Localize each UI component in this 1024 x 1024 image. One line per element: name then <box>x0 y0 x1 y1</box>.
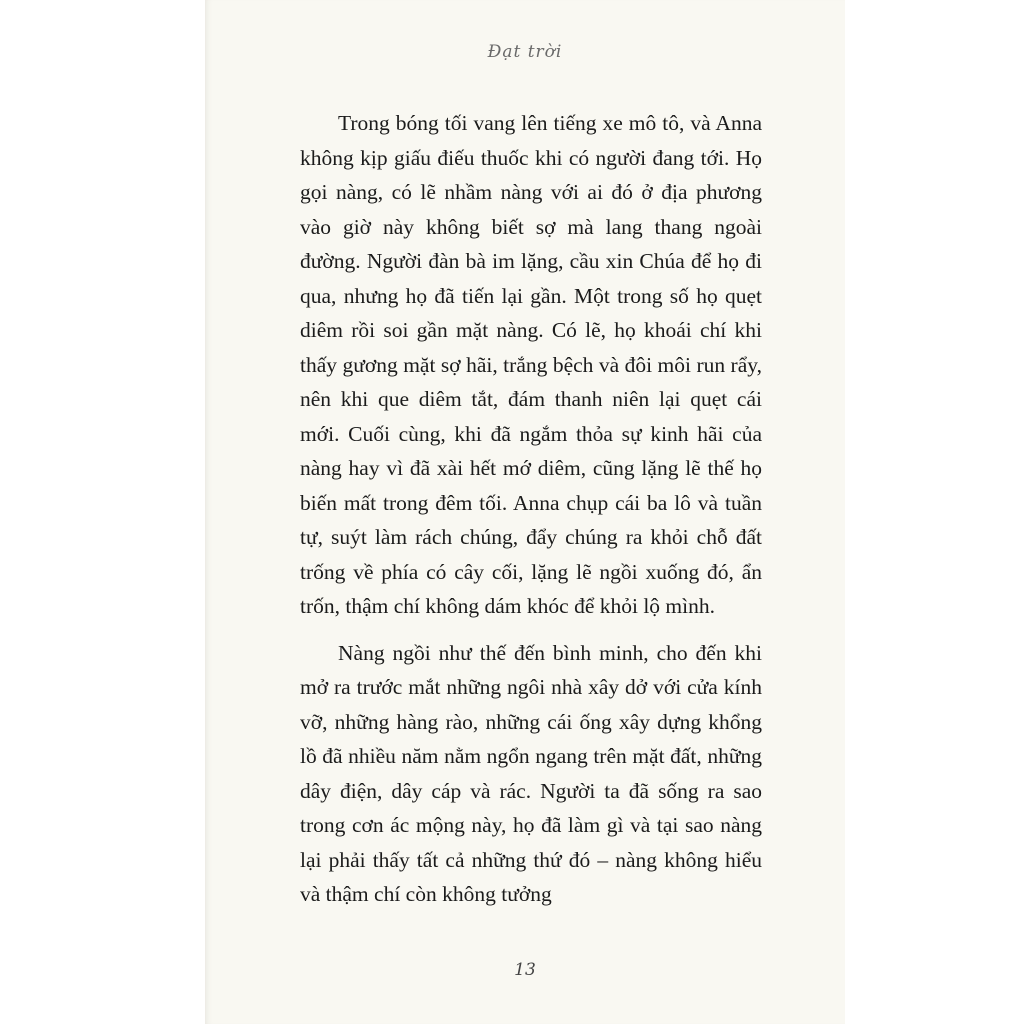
body-text <box>300 106 762 912</box>
scan-left-margin <box>0 0 205 1024</box>
scan-right-margin <box>845 0 1024 1024</box>
page-number: 13 <box>514 960 536 980</box>
book-page <box>205 0 845 1024</box>
paragraph-1: Trong bóng tối vang lên tiếng xe mô tô, và Anna không kịp giấu điếu thuốc khi có người đang tới. Họ gọi nàng, có lẽ nhầm nàng với ai đó ở địa phương vào giờ này không biết sợ mà lang thang ngoài đường. Người đàn bà im lặng, cầu xin Chúa để họ đi qua, nhưng họ đã tiến lại gần. Một trong số họ quẹt diêm rồi soi gần mặt nàng. Có lẽ, họ khoái chí khi thấy gương mặt sợ hãi, trắng bệch và đôi môi run rẩy, nên khi que diêm tắt, đám thanh niên lại quẹt cái mới. Cuối cùng, khi đã ngắm thỏa sự kinh hãi của nàng hay vì đã xài hết mớ diêm, cũng lặng lẽ thế họ biến mất trong đêm tối. Anna chụp cái ba lô và tuần tự, suýt làm rách chúng, đẩy chúng ra khỏi chỗ đất trống về phía có cây cối, lặng lẽ ngồi xuống đó, ẩn trốn, thậm chí không dám khóc để khỏi lộ mình. <box>300 111 762 618</box>
running-header: Đạt trời <box>487 42 563 62</box>
paragraph-2: Nàng ngồi như thế đến bình minh, cho đến khi mở ra trước mắt những ngôi nhà xây dở với cửa kính vỡ, những hàng rào, những cái ống xây dựng khổng lồ đã nhiều năm nằm ngổn ngang trên mặt đất, những dây điện, dây cáp và rác. Người ta đã sống ra sao trong cơn ác mộng này, họ đã làm gì và tại sao nàng lại phải thấy tất cả những thứ đó – nàng không hiểu và thậm chí còn không tưởng <box>300 640 762 906</box>
